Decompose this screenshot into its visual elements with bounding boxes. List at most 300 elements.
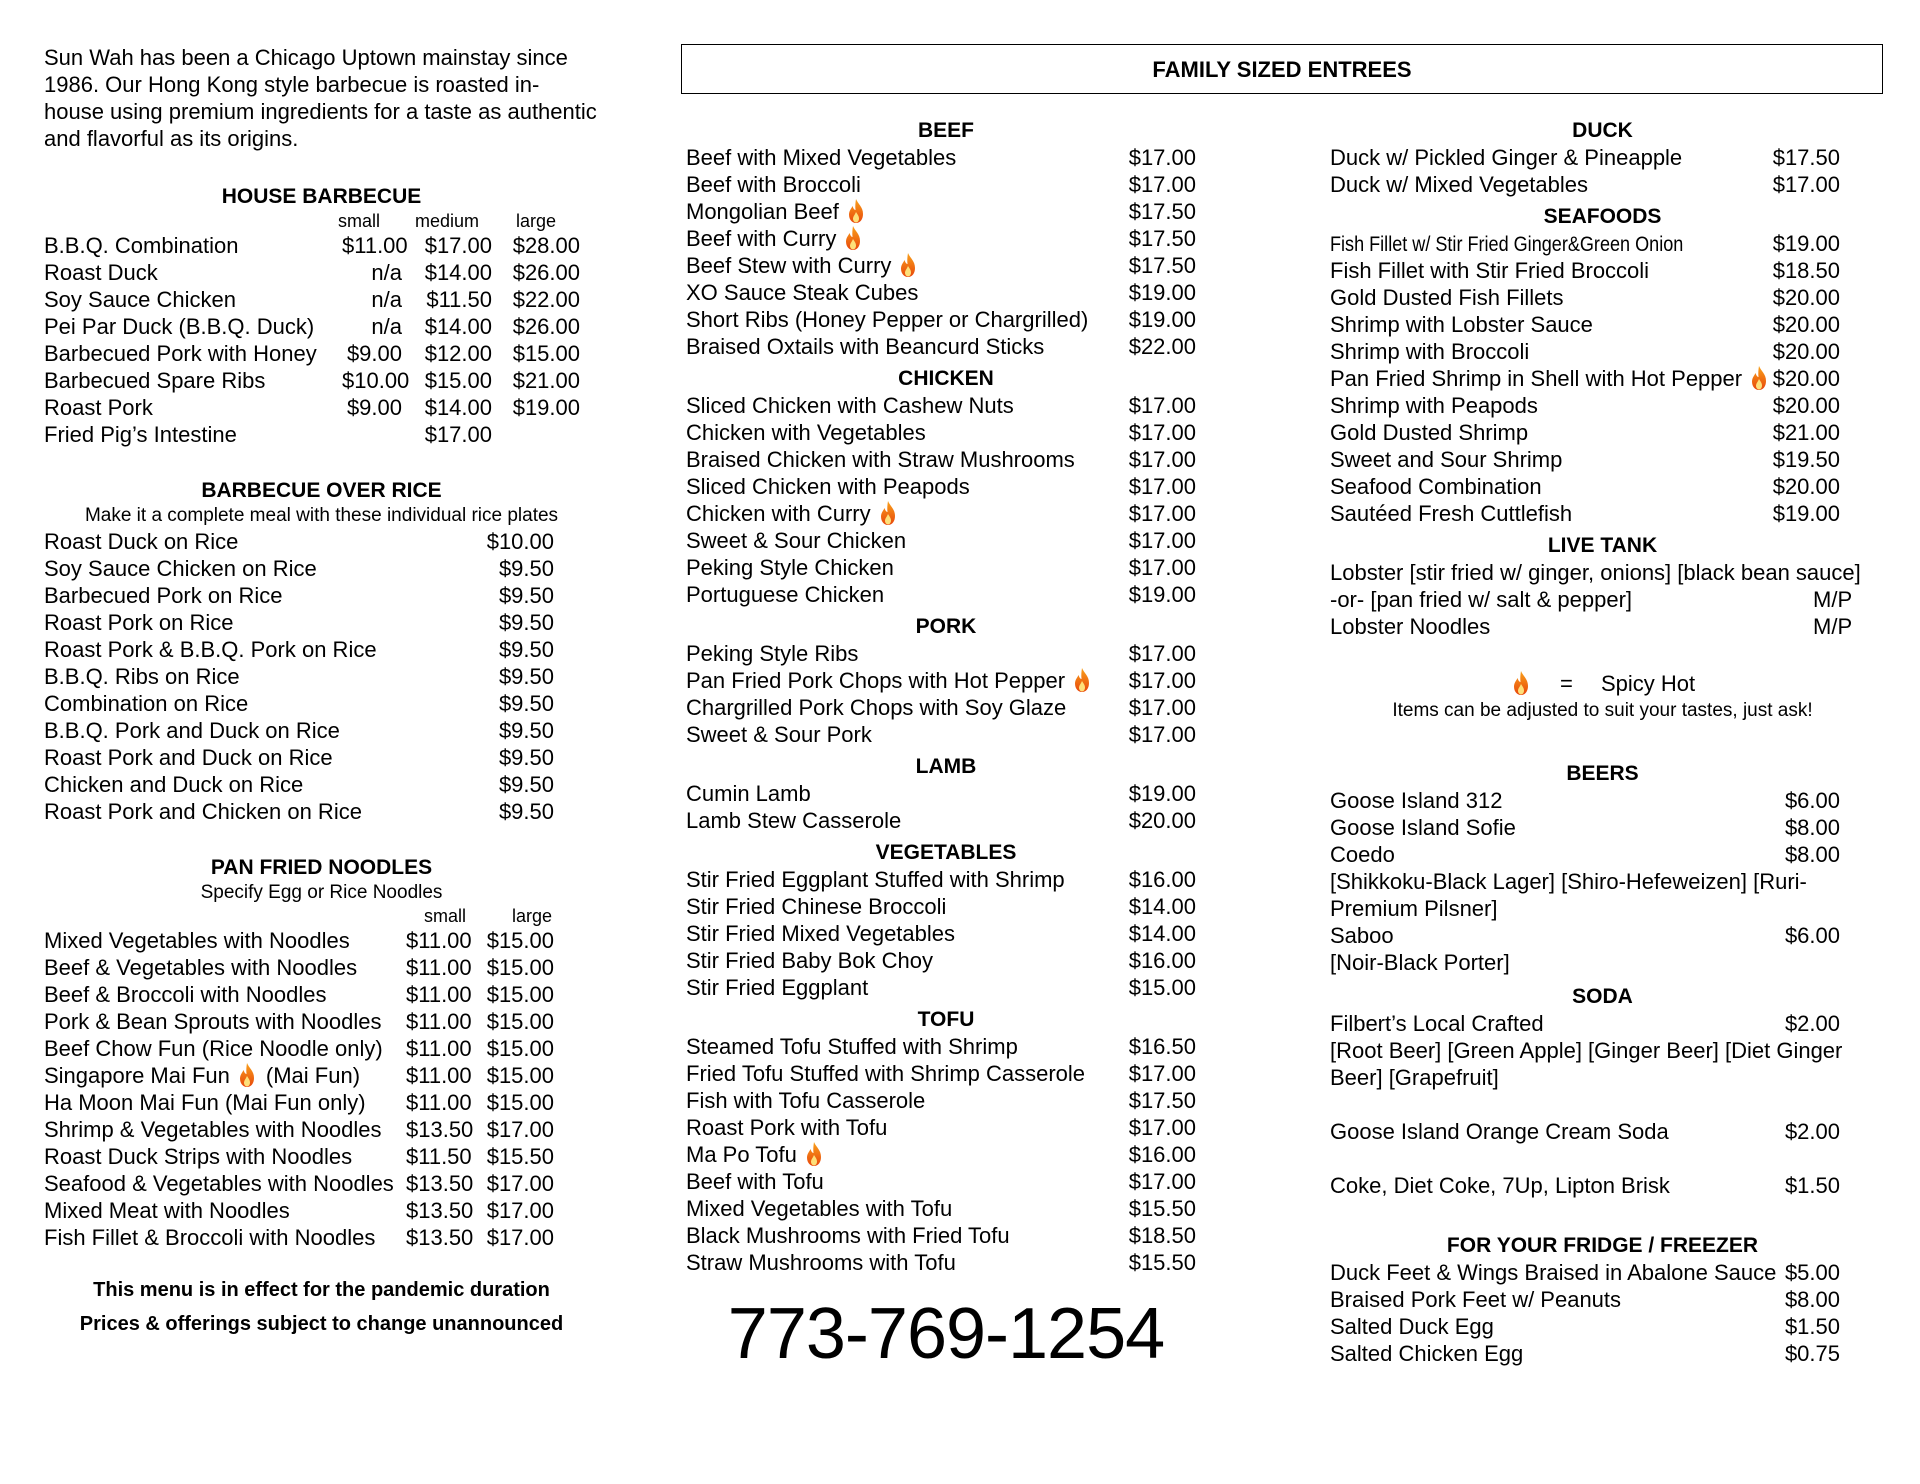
item-name: Fried Tofu Stuffed with Shrimp Casserole [686,1061,1086,1086]
item-price: $17.00 [486,1171,554,1196]
item-name-wrap [44,259,342,286]
item-name-wrap [1330,365,1770,392]
item-price: $15.00 [486,1036,554,1061]
menu-item [1330,144,1840,171]
item-price: n/a [371,314,402,339]
list-item [1330,586,1875,613]
item-price: $15.00 [486,1009,554,1034]
item-price: $13.50 [406,1198,474,1223]
menu-item [44,1116,554,1143]
item-price: $22.00 [1128,334,1196,359]
menu-item [686,1033,1196,1060]
section-title: SEAFOODS [1543,205,1662,228]
menu-item [686,1168,1196,1195]
menu-item [44,690,554,717]
item-name: Braised Pork Feet w/ Peanuts [1330,1287,1622,1312]
menu-item [686,1141,1196,1168]
menu-item [1330,446,1840,473]
menu-item [686,500,1196,527]
section-title: CHICKEN [898,367,994,390]
list-item [1330,1010,1840,1037]
menu-item [686,1060,1196,1087]
item-name-wrap [686,920,1116,947]
item-name-wrap [686,1195,1116,1222]
item-name: Duck w/ Pickled Ginger & Pineapple [1330,145,1683,170]
menu-item [1330,841,1840,868]
item-price: $2.00 [1784,1011,1840,1036]
item-price: $15.00 [486,982,554,1007]
item-price: $9.00 [346,341,402,366]
item-price: n/a [371,287,402,312]
item-price: $15.00 [512,341,580,366]
item-name-wrap [1330,500,1760,527]
item-price: $11.00 [406,955,472,980]
item-name: Fish Fillet w/ Stir Fried Ginger&Green Onion [1330,232,1684,256]
item-price: $22.00 [512,287,580,312]
live-tank-section [1330,533,1875,640]
item-name: Ma Po Tofu [686,1142,797,1167]
menu-item [1330,311,1840,338]
menu-item [44,1143,554,1170]
menu-item [686,694,1196,721]
tofu-section [686,1007,1206,1276]
item-name-wrap [44,1170,406,1197]
item-name-wrap [44,394,342,421]
item-price: $11.00 [406,982,472,1007]
item-name: Goose Island 312 [1330,788,1503,813]
menu-item [1330,1313,1840,1340]
item-price: $17.00 [1128,145,1196,170]
menu-item [44,1224,554,1251]
beer-description: [Noir-Black Porter] [1330,950,1510,975]
item-price: $16.00 [1128,1142,1196,1167]
section-title: LIVE TANK [1547,534,1658,557]
item-name-wrap [44,663,464,690]
item-price: $18.50 [1772,258,1840,283]
item-name-wrap [44,313,342,340]
item-price: $11.00 [406,1090,472,1115]
item-name-wrap [1330,230,1760,258]
item-name: Goose Island Sofie [1330,815,1516,840]
item-name: Fish Fillet with Stir Fried Broccoli [1330,258,1650,283]
item-price: $9.50 [498,556,554,581]
flame-icon [1071,667,1093,693]
item-name: Mixed Vegetables with Noodles [44,928,350,953]
item-name: -or- [pan fried w/ salt & pepper] [1330,587,1633,612]
section-title: BEEF [917,119,974,142]
size-headers [44,905,599,927]
item-price: $17.00 [1128,393,1196,418]
menu-item [686,419,1196,446]
pandemic-note: This menu is in effect for the pandemic duration [93,1279,550,1301]
beers-section [1330,761,1875,976]
menu-item [686,1222,1196,1249]
item-name: Beef with Mixed Vegetables [686,145,957,170]
menu-item [686,306,1196,333]
item-price: $20.00 [1772,285,1840,310]
item-name-wrap [686,144,1116,171]
item-name-suffix: (Mai Fun) [265,1063,361,1088]
item-name-wrap [1330,473,1760,500]
item-name-wrap [44,232,342,259]
flame-icon [236,1062,258,1088]
left-column [44,44,599,1341]
item-name: Roast Duck on Rice [44,529,239,554]
item-name: Roast Pork on Rice [44,610,234,635]
list-item [1330,1118,1840,1145]
item-name-wrap [1330,392,1760,419]
item-name-wrap [686,1114,1116,1141]
item-name: Salted Chicken Egg [1330,1341,1524,1366]
menu-item [44,954,554,981]
item-name: Beef & Broccoli with Noodles [44,982,327,1007]
item-name-wrap [1330,311,1760,338]
menu-item [686,279,1196,306]
item-price: $9.50 [498,691,554,716]
item-price: $17.00 [1128,555,1196,580]
item-name-wrap [1330,787,1760,814]
soda-description: [Root Beer] [Green Apple] [Ginger Beer] [Diet Ginger Beer] [Grapefruit] [1330,1038,1843,1090]
item-price: n/a [371,260,402,285]
item-price: $15.00 [1128,975,1196,1000]
item-name: Fish with Tofu Casserole [686,1088,926,1113]
item-name-wrap [44,1062,406,1089]
beer-description: [Shikkoku-Black Lager] [Shiro-Hefeweizen] [Ruri-Premium Pilsner] [1330,869,1807,921]
item-name-wrap [686,1141,1116,1168]
right-column [1330,118,1875,1367]
item-name: Gold Dusted Shrimp [1330,420,1529,445]
item-price: $15.00 [486,955,554,980]
item-price: M/P [1813,587,1853,612]
item-name: Beef with Tofu [686,1169,824,1194]
noodles-section [44,855,599,1251]
item-price: $5.00 [1784,1260,1840,1285]
item-name: Black Mushrooms with Fried Tofu [686,1223,1010,1248]
section-title: PAN FRIED NOODLES [210,856,433,879]
item-price: $1.50 [1784,1173,1840,1198]
menu-item [44,232,580,259]
size-header: large [511,906,553,926]
menu-item [1330,1286,1840,1313]
menu-item [1330,284,1840,311]
item-name: Chicken with Vegetables [686,420,926,445]
menu-item [686,1249,1196,1276]
item-name-wrap [44,717,464,744]
item-name-wrap [686,1168,1116,1195]
item-name: Ha Moon Mai Fun (Mai Fun only) [44,1090,366,1115]
section-title: LAMB [915,755,977,778]
section-title: HOUSE BARBECUE [221,185,422,208]
size-header: small [337,211,380,231]
item-name-wrap [686,1249,1116,1276]
item-name: Chicken with Curry [686,501,871,526]
item-price: $20.00 [1128,808,1196,833]
item-price: $15.00 [486,1063,554,1088]
section-title: SODA [1572,985,1633,1008]
menu-item [44,1035,554,1062]
item-name-wrap [44,1224,406,1251]
item-price: $15.50 [486,1144,554,1169]
item-name: Chicken and Duck on Rice [44,772,304,797]
item-price: $16.00 [1128,948,1196,973]
menu-item [44,636,554,663]
item-price: $17.00 [424,422,492,447]
item-name-wrap [44,286,342,313]
menu-item [686,473,1196,500]
item-price: $17.50 [1128,253,1196,278]
item-name: Roast Pork and Chicken on Rice [44,799,362,824]
item-name-wrap [686,500,1116,527]
phone-number: 773-769-1254 [727,1294,1165,1374]
item-name: Peking Style Ribs [686,641,859,666]
item-price: $9.50 [498,637,554,662]
item-name: Portuguese Chicken [686,582,885,607]
menu-item [686,446,1196,473]
soda-section [1330,984,1875,1199]
item-name: Stir Fried Eggplant Stuffed with Shrimp [686,867,1065,892]
menu-item [1330,230,1840,257]
item-name-wrap [1330,171,1760,198]
item-price: $19.50 [1772,447,1840,472]
item-name-wrap [44,771,464,798]
item-name: Roast Pork and Duck on Rice [44,745,333,770]
item-price: $17.00 [1128,474,1196,499]
duck-section [1330,118,1875,198]
item-price: $20.00 [1772,474,1840,499]
item-name: Sweet & Sour Chicken [686,528,907,553]
item-price: $13.50 [406,1117,474,1142]
item-price: $10.00 [342,368,410,393]
menu-item [44,259,580,286]
item-price: $12.00 [424,341,492,366]
item-name: B.B.Q. Ribs on Rice [44,664,240,689]
item-price: $21.00 [1772,420,1840,445]
item-price: $8.00 [1784,842,1840,867]
intro-text: Sun Wah has been a Chicago Uptown mainstay since 1986. Our Hong Kong style barbecue is roasted in-house using premium ingredients for a taste as authentic and flavorful as its origins. [44,45,597,151]
legend-equals: = [1559,671,1573,696]
item-price: $10.00 [486,529,554,554]
item-name-wrap [686,392,1116,419]
bbq-rice-section [44,478,599,825]
flame-icon [897,252,919,278]
item-price: $17.00 [1128,420,1196,445]
middle-column [686,118,1206,1374]
item-price: $14.00 [424,314,492,339]
menu-item [686,1114,1196,1141]
item-price: $0.75 [1784,1341,1840,1366]
item-name-wrap [686,667,1116,694]
item-name-wrap [44,1035,406,1062]
item-price: $17.50 [1128,226,1196,251]
item-name-wrap [686,1060,1116,1087]
item-price: $11.00 [342,233,408,258]
item-name: Singapore Mai Fun [44,1063,230,1088]
item-name: Seafood & Vegetables with Noodles [44,1171,394,1196]
menu-item [44,981,554,1008]
item-name: Mixed Meat with Noodles [44,1198,290,1223]
item-price: $19.00 [1128,781,1196,806]
item-name-wrap [44,582,464,609]
menu-item [44,1062,554,1089]
item-price: $17.50 [1128,199,1196,224]
item-price: $21.00 [512,368,580,393]
item-name: Lamb Stew Casserole [686,808,902,833]
menu-item [686,1195,1196,1222]
item-name: Straw Mushrooms with Tofu [686,1250,956,1275]
item-price: $14.00 [1128,894,1196,919]
item-name-wrap [686,198,1116,225]
item-name: Roast Pork & B.B.Q. Pork on Rice [44,637,377,662]
item-price: $20.00 [1772,393,1840,418]
item-name: Fish Fillet & Broccoli with Noodles [44,1225,376,1250]
item-name-wrap [1330,1340,1760,1367]
chicken-section [686,366,1206,608]
section-subtitle: Make it a complete meal with these individual rice plates [84,505,559,526]
item-name: Mixed Vegetables with Tofu [686,1196,953,1221]
flame-icon [1748,365,1770,391]
item-name-wrap [1330,1286,1760,1313]
item-name-wrap [44,1116,406,1143]
menu-item [1330,257,1840,284]
section-title: BEERS [1566,762,1639,785]
item-price: $17.00 [1128,1115,1196,1140]
item-name-wrap [44,690,464,717]
menu-item [44,286,580,313]
item-price: $20.00 [1772,366,1840,391]
menu-item [686,866,1196,893]
menu-item [686,893,1196,920]
size-header: large [515,211,557,231]
item-name: Combination on Rice [44,691,249,716]
item-name: Shrimp with Peapods [1330,393,1538,418]
item-price: $15.00 [486,928,554,953]
item-name: Beef with Curry [686,226,837,251]
menu-item [44,717,554,744]
item-name: Saboo [1330,923,1394,948]
menu-item [686,333,1196,360]
item-name-wrap [686,947,1116,974]
item-name: Barbecued Spare Ribs [44,368,266,393]
item-name: Cumin Lamb [686,781,811,806]
menu-item [44,555,554,582]
menu-item [686,392,1196,419]
item-price: $17.00 [1128,172,1196,197]
seafoods-section [1330,204,1875,527]
item-name: Filbert’s Local Crafted [1330,1011,1544,1036]
item-price: $15.00 [424,368,492,393]
item-name-wrap [686,694,1116,721]
menu-item [1330,1259,1840,1286]
item-name: Roast Duck [44,260,158,285]
item-name-wrap [1330,144,1760,171]
item-name: Sweet & Sour Pork [686,722,872,747]
item-price: $9.50 [498,610,554,635]
menu-item [1330,814,1840,841]
list-item [1330,613,1875,640]
item-price: $9.50 [498,583,554,608]
item-price: $2.00 [1784,1119,1840,1144]
menu-item [44,582,554,609]
menu-item [44,367,580,394]
item-name: Shrimp with Lobster Sauce [1330,312,1593,337]
item-name-wrap [686,974,1116,1001]
menu-item [44,528,554,555]
menu-item [1330,419,1840,446]
size-header: small [423,906,466,926]
item-price: $19.00 [1128,280,1196,305]
item-price: $15.50 [1128,1196,1196,1221]
item-name-wrap [686,1222,1116,1249]
item-name: Stir Fried Baby Bok Choy [686,948,933,973]
menu-item [686,947,1196,974]
item-name: Roast Pork [44,395,153,420]
menu-item [44,744,554,771]
item-name-wrap [686,1087,1116,1114]
item-name: Gold Dusted Fish Fillets [1330,285,1564,310]
item-name-wrap [1330,841,1760,868]
item-name: Chargrilled Pork Chops with Soy Glaze [686,695,1067,720]
item-price: $17.00 [486,1225,554,1250]
item-name: Pork & Bean Sprouts with Noodles [44,1009,382,1034]
menu-item [44,1197,554,1224]
item-name: Goose Island Orange Cream Soda [1330,1119,1669,1144]
item-name-wrap [686,527,1116,554]
menu-item [1330,1340,1840,1367]
item-name-wrap [686,419,1116,446]
menu-item [1330,338,1840,365]
item-name-wrap [44,798,464,825]
item-name-wrap [44,340,342,367]
size-header: medium [414,211,480,231]
list-item [1330,559,1875,586]
item-name: Pei Par Duck (B.B.Q. Duck) [44,314,315,339]
item-name-wrap [1330,446,1760,473]
item-name-wrap [686,721,1116,748]
menu-item [44,1008,554,1035]
house-bbq-section [44,184,599,448]
menu-item [44,394,580,421]
item-price: $9.50 [498,745,554,770]
item-price: $28.00 [512,233,580,258]
menu-item [686,1087,1196,1114]
item-name: B.B.Q. Combination [44,233,239,258]
menu-item [44,798,554,825]
item-name-wrap [44,367,342,394]
item-price: $17.00 [1128,668,1196,693]
item-name: Steamed Tofu Stuffed with Shrimp [686,1034,1018,1059]
item-name-wrap [1330,814,1760,841]
item-name-wrap [1330,257,1760,284]
item-price: $11.00 [406,1036,472,1061]
item-name-wrap [44,1008,406,1035]
menu-item [1330,473,1840,500]
menu-item [686,581,1196,608]
item-name: Stir Fried Chinese Broccoli [686,894,947,919]
item-price: $19.00 [1128,307,1196,332]
item-price: $11.00 [406,1009,472,1034]
menu-item [44,927,554,954]
item-name-wrap [686,473,1116,500]
item-name: Coedo [1330,842,1395,867]
vegetables-section [686,840,1206,1001]
item-price: $17.50 [1128,1088,1196,1113]
item-price: $9.50 [498,664,554,689]
item-price: $20.00 [1772,339,1840,364]
section-title: DUCK [1572,119,1633,142]
menu-item [686,554,1196,581]
item-price: $9.50 [498,718,554,743]
item-price: $15.00 [486,1090,554,1115]
